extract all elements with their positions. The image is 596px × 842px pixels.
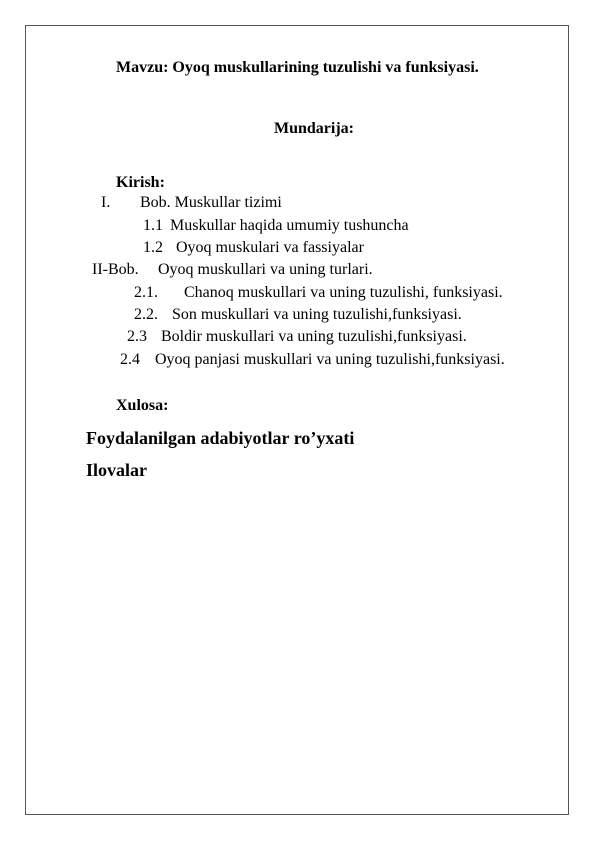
toc-item-2-4 (120, 352, 505, 368)
toc-number: II-Bob. (92, 261, 139, 278)
toc-number: 2.1. (134, 284, 158, 301)
intro-heading: Kirish: (116, 174, 165, 191)
toc-number: 1.1 (143, 217, 163, 234)
toc-item-1-2 (143, 240, 364, 256)
toc-number: 2.4 (120, 351, 140, 368)
toc-item-chapter-2 (92, 262, 373, 278)
document-title: Mavzu: Oyoq muskullarining tuzulishi va funksiyasi. (116, 59, 479, 76)
toc-text: Oyoq panjasi muskullari va uning tuzulishi,funksiyasi. (155, 351, 505, 368)
toc-text: Bob. Muskullar tizimi (140, 194, 282, 211)
conclusion-heading: Xulosa: (116, 397, 169, 414)
toc-text: Boldir muskullari va uning tuzulishi,funksiyasi. (161, 328, 467, 345)
toc-number: 2.2. (134, 306, 158, 323)
toc-text: Oyoq muskullari va uning turlari. (158, 261, 373, 278)
toc-item-2-2 (134, 307, 462, 323)
toc-item-1-1 (143, 218, 409, 234)
toc-item-2-3 (127, 329, 467, 345)
toc-number: 1.2 (143, 239, 163, 256)
toc-text: Son muskullari va uning tuzulishi,funksiyasi. (172, 306, 462, 323)
toc-item-chapter-1 (101, 195, 282, 211)
contents-heading: Mundarija: (274, 120, 354, 137)
page-border (25, 25, 569, 815)
references-heading: Foydalanilgan adabiyotlar ro’yxati (86, 428, 355, 448)
toc-number: I. (101, 194, 111, 211)
toc-number: 2.3 (127, 328, 147, 345)
toc-item-2-1 (134, 285, 503, 301)
appendices-heading: Ilovalar (86, 460, 147, 480)
toc-text: Chanoq muskullari va uning tuzulishi, funksiyasi. (184, 284, 503, 301)
toc-text: Oyoq muskulari va fassiyalar (176, 239, 364, 256)
toc-text: Muskullar haqida umumiy tushuncha (170, 217, 409, 234)
